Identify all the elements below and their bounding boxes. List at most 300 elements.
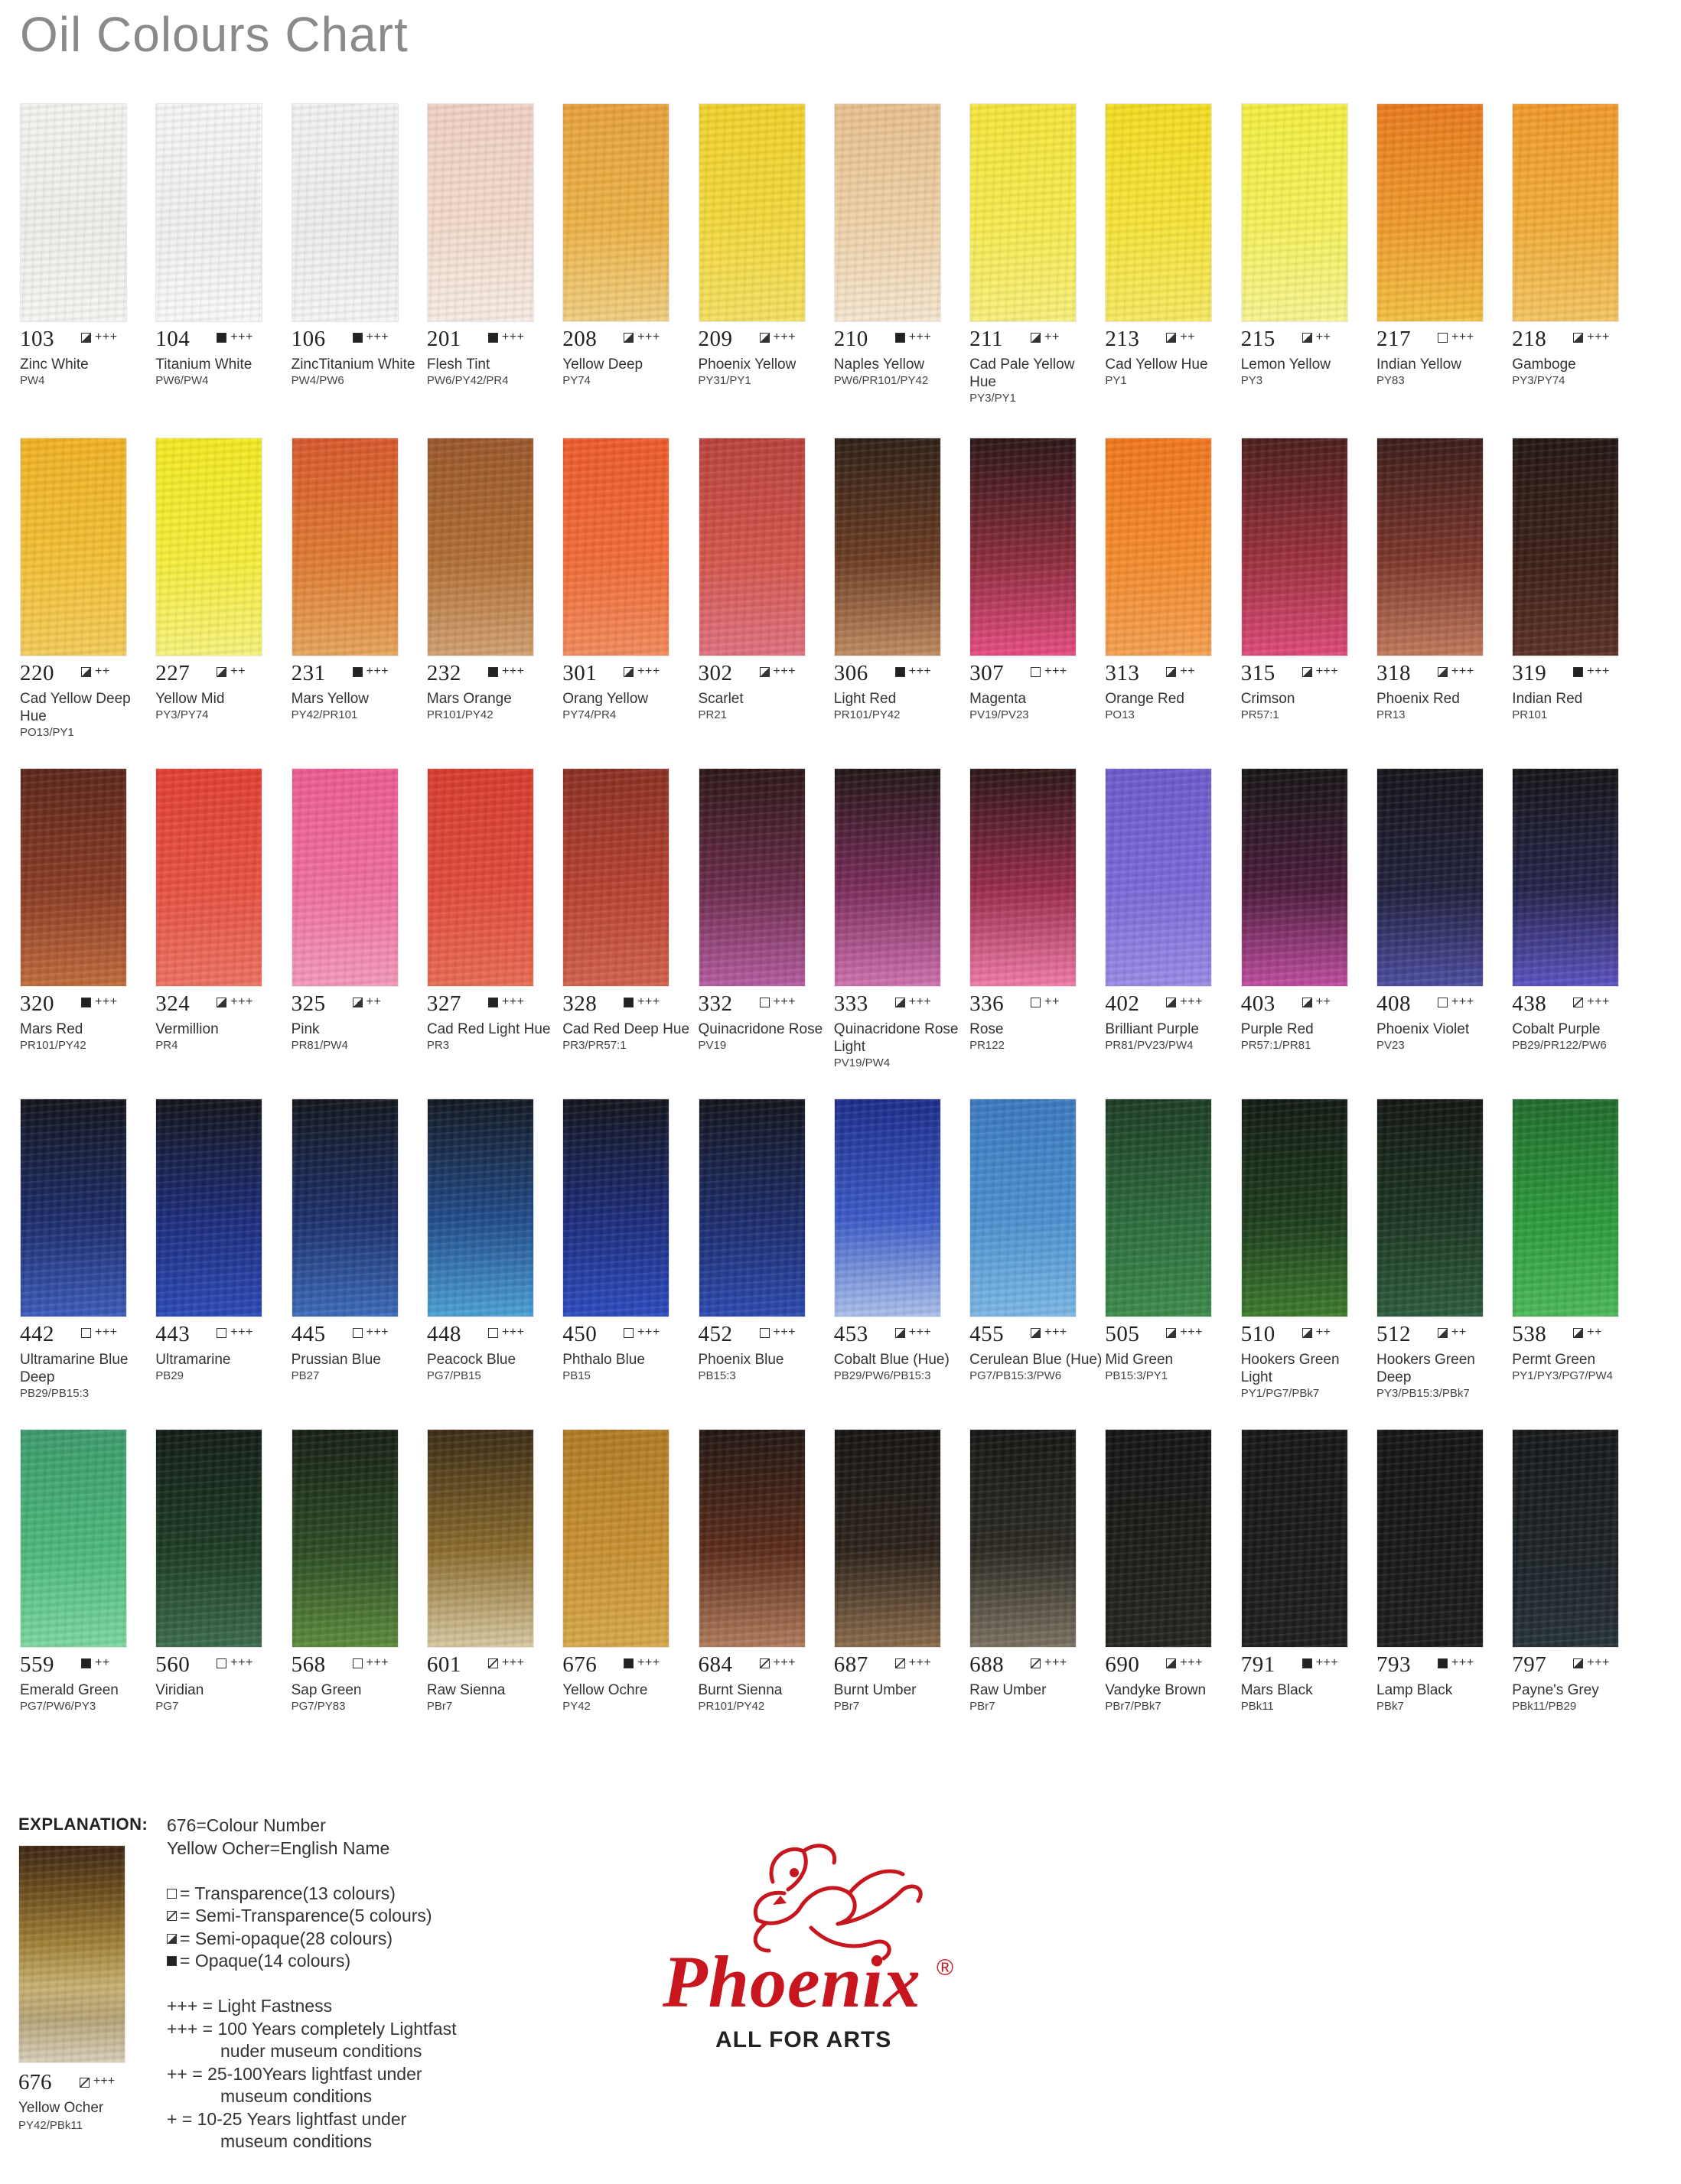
colour-label [1376, 356, 1510, 388]
colour-number: 104 [155, 327, 191, 351]
colour-name: Mars Orange [426, 691, 512, 707]
pigment-code: PY1 [1105, 374, 1127, 387]
colour-name: Gamboge [1512, 356, 1576, 373]
colour-swatch [155, 1429, 262, 1648]
legend-semi-transparent-label: = Semi-Transparence(5 colours) [180, 1906, 432, 1925]
colour-label [427, 356, 561, 388]
lightfastness-rating: +++ [366, 665, 389, 678]
transparent-icon [760, 1328, 770, 1338]
semi-transparent-icon [80, 2078, 90, 2088]
semi-opaque-icon [760, 333, 770, 343]
colour-label [969, 1681, 1103, 1714]
colour-label [155, 356, 289, 388]
colour-swatch [969, 438, 1077, 656]
colour-name: Yellow Ochre [562, 1682, 648, 1698]
colour-name: Orange Red [1105, 691, 1184, 707]
colour-swatch [562, 103, 669, 322]
colour-label [1241, 1681, 1375, 1714]
semi-opaque-icon [1166, 1658, 1176, 1668]
colour-swatch [699, 1099, 806, 1317]
pigment-code: PBk11/PB29 [1512, 1700, 1577, 1713]
page-title: Oil Colours Chart [20, 7, 409, 62]
semi-opaque-icon [760, 667, 770, 677]
lightfastness-rating: ++ [1180, 665, 1196, 678]
lightfastness-rating: +++ [95, 330, 118, 343]
example-colour-number: 676 [18, 2070, 52, 2094]
lightfastness-rating: ++ [95, 1656, 110, 1669]
colour-label [834, 1681, 968, 1714]
transparent-icon [1031, 998, 1041, 1007]
explanation-legend [167, 1815, 595, 2153]
colour-number: 332 [698, 991, 733, 1016]
pigment-code: PR101 [1512, 708, 1548, 721]
legend-fastness-1: + = 10-25 Years lightfast under [167, 2108, 407, 2129]
example-fastness: +++ [93, 2075, 116, 2088]
semi-opaque-icon [1573, 1658, 1583, 1668]
colour-label [292, 1681, 425, 1714]
colour-name: Cad Red Light Hue [426, 1021, 551, 1037]
pigment-code: PY3/PB15:3/PBk7 [1376, 1387, 1470, 1400]
opaque-icon [353, 333, 363, 343]
colour-name: Magenta [969, 691, 1027, 707]
lightfastness-rating: ++ [1587, 1326, 1602, 1339]
colour-label [427, 1020, 561, 1053]
colour-name: Scarlet [698, 691, 744, 707]
colour-number: 505 [1105, 1322, 1140, 1346]
colour-swatch [834, 768, 941, 987]
colour-name: Cobalt Blue (Hue) [833, 1352, 950, 1368]
transparent-icon [217, 1658, 226, 1668]
colour-name: Phthalo Blue [562, 1352, 645, 1368]
semi-opaque-icon [1166, 333, 1176, 343]
colour-label [562, 356, 696, 388]
semi-opaque-icon [1302, 333, 1312, 343]
pigment-code: PR122 [969, 1039, 1005, 1052]
colour-number: 512 [1376, 1322, 1411, 1346]
colour-name: Vermillion [155, 1021, 219, 1037]
colour-swatch [427, 438, 534, 656]
colour-label [1512, 1020, 1646, 1053]
colour-swatch [1512, 103, 1619, 322]
opaque-icon [624, 998, 634, 1007]
colour-number: 450 [562, 1322, 598, 1346]
colour-swatch [1241, 103, 1348, 322]
transparent-icon [81, 1328, 91, 1338]
semi-opaque-icon [81, 333, 91, 343]
semi-opaque-icon [1031, 1328, 1041, 1338]
lightfastness-rating: ++ [1044, 330, 1060, 343]
semi-opaque-icon [1166, 998, 1176, 1007]
colour-swatch [20, 438, 127, 656]
legend-semi-opaque-label: = Semi-opaque(28 colours) [180, 1928, 393, 1948]
lightfastness-rating: +++ [1044, 665, 1067, 678]
colour-name: Quinacridone Rose [698, 1021, 823, 1037]
colour-name: Raw Sienna [426, 1682, 506, 1698]
colour-number: 327 [426, 991, 461, 1016]
colour-swatch [1512, 1099, 1619, 1317]
transparent-icon [624, 1328, 634, 1338]
opaque-icon [488, 998, 498, 1007]
semi-opaque-icon [1302, 1328, 1312, 1338]
colour-swatch [1241, 1429, 1348, 1648]
pigment-code: PW4/PW6 [291, 374, 344, 387]
colour-label [699, 690, 832, 722]
pigment-code: PR101/PY42 [698, 1700, 765, 1713]
pigment-code: PG7/PB15 [426, 1369, 481, 1382]
colour-swatch [1512, 768, 1619, 987]
colour-number: 232 [426, 661, 461, 685]
colour-swatch [562, 1099, 669, 1317]
colour-label [20, 690, 154, 740]
opaque-icon [1573, 667, 1583, 677]
lightfastness-rating: +++ [366, 1656, 389, 1669]
colour-label [292, 1020, 425, 1053]
colour-label [699, 1351, 832, 1383]
colour-swatch [1105, 768, 1212, 987]
colour-name: ZincTitanium White [291, 356, 415, 373]
colour-label [1105, 356, 1239, 388]
lightfastness-rating: +++ [773, 1326, 797, 1339]
lightfastness-rating: ++ [1451, 1326, 1467, 1339]
lightfastness-rating: +++ [95, 995, 118, 1008]
transparent-icon [353, 1658, 363, 1668]
colour-swatch [562, 1429, 669, 1648]
colour-swatch [155, 103, 262, 322]
colour-name: Viridian [155, 1682, 204, 1698]
colour-number: 218 [1512, 327, 1547, 351]
colour-label [155, 1020, 289, 1053]
pigment-code: PW6/PY42/PR4 [426, 374, 509, 387]
lightfastness-rating: +++ [230, 1656, 253, 1669]
lightfastness-rating: ++ [366, 995, 382, 1008]
colour-number: 402 [1105, 991, 1140, 1016]
transparent-icon [488, 1328, 498, 1338]
colour-name: Lemon Yellow [1240, 356, 1331, 373]
colour-name: Ultramarine Blue Deep [20, 1352, 129, 1385]
colour-name: Mid Green [1105, 1352, 1174, 1368]
semi-opaque-icon [1573, 333, 1583, 343]
lightfastness-rating: ++ [1180, 330, 1196, 343]
transparent-icon [353, 1328, 363, 1338]
colour-name: Orang Yellow [562, 691, 649, 707]
lightfastness-rating: +++ [501, 1656, 525, 1669]
colour-number: 306 [833, 661, 868, 685]
pigment-code: PR21 [698, 708, 728, 721]
colour-number: 211 [969, 327, 1004, 351]
lightfastness-rating: +++ [773, 1656, 797, 1669]
lightfastness-rating: +++ [1180, 1656, 1203, 1669]
lightfastness-rating: ++ [1315, 995, 1331, 1008]
pigment-code: PY83 [1376, 374, 1405, 387]
semi-opaque-icon [81, 667, 91, 677]
semi-transparent-icon [1031, 1658, 1041, 1668]
colour-name: Purple Red [1240, 1021, 1314, 1037]
lightfastness-rating: ++ [1315, 330, 1331, 343]
colour-number: 455 [969, 1322, 1005, 1346]
colour-number: 408 [1376, 991, 1411, 1016]
colour-swatch [1105, 1429, 1212, 1648]
colour-number: 315 [1240, 661, 1275, 685]
colour-number: 687 [833, 1652, 868, 1677]
colour-name: Titanium White [155, 356, 252, 373]
pigment-code: PV19 [698, 1039, 727, 1052]
lightfastness-rating: +++ [637, 1326, 660, 1339]
colour-swatch [699, 1429, 806, 1648]
colour-label [20, 356, 154, 388]
transparent-icon [217, 1328, 226, 1338]
colour-label [292, 356, 425, 388]
example-pigment-code: PY42/PBk11 [18, 2119, 83, 2132]
colour-name: Cad Red Deep Hue [562, 1021, 690, 1037]
colour-swatch [1376, 438, 1484, 656]
example-colour-name: Yellow Ocher [18, 2100, 104, 2116]
colour-number: 320 [20, 991, 54, 1016]
lightfastness-rating: +++ [908, 995, 932, 1008]
colour-swatch [292, 103, 399, 322]
colour-name: Yellow Deep [562, 356, 643, 373]
colour-number: 559 [20, 1652, 54, 1677]
brand-tagline: ALL FOR ARTS [715, 2027, 892, 2052]
colour-number: 325 [291, 991, 326, 1016]
legend-opaque [167, 1950, 595, 1973]
colour-label [699, 1681, 832, 1714]
colour-name: Pink [291, 1021, 320, 1037]
lightfastness-rating: +++ [908, 330, 932, 343]
lightfastness-rating: +++ [1451, 1656, 1474, 1669]
legend-fastness-3-cont: nuder museum conditions [220, 2041, 422, 2061]
pigment-code: PV23 [1376, 1039, 1405, 1052]
semi-opaque-icon [1166, 667, 1176, 677]
pigment-code: PY1/PY3/PG7/PW4 [1512, 1369, 1614, 1382]
colour-label [1241, 1351, 1375, 1401]
lightfastness-rating: +++ [908, 1656, 932, 1669]
opaque-icon [895, 333, 905, 343]
pigment-code: PR101/PY42 [426, 708, 494, 721]
pigment-code: PR13 [1376, 708, 1406, 721]
colour-swatch [155, 1099, 262, 1317]
colour-label [834, 690, 968, 722]
colour-number: 106 [291, 327, 326, 351]
semi-transparent-icon [488, 1658, 498, 1668]
pigment-code: PR3 [426, 1039, 450, 1052]
colour-label [292, 690, 425, 722]
colour-number: 676 [562, 1652, 598, 1677]
colour-swatch [1105, 103, 1212, 322]
lightfastness-rating: +++ [1180, 1326, 1203, 1339]
pigment-code: PV19/PV23 [969, 708, 1029, 721]
legend-fastness-3: +++ = 100 Years completely Lightfast [167, 2018, 457, 2039]
opaque-icon [1438, 1658, 1448, 1668]
pigment-code: PY3/PY74 [155, 708, 209, 721]
colour-swatch [1376, 103, 1484, 322]
colour-label [1512, 1681, 1646, 1714]
transparent-icon [760, 998, 770, 1007]
colour-label [20, 1020, 154, 1053]
colour-name: Indian Yellow [1376, 356, 1461, 373]
colour-swatch [155, 768, 262, 987]
colour-name: Rose [969, 1021, 1004, 1037]
colour-name: Payne's Grey [1512, 1682, 1599, 1698]
pigment-code: PB29 [155, 1369, 184, 1382]
colour-label [969, 1351, 1103, 1383]
colour-label [1241, 356, 1375, 388]
semi-opaque-icon [1573, 1328, 1583, 1338]
colour-swatch [1512, 1429, 1619, 1648]
colour-label [155, 1681, 289, 1714]
transparent-icon [1438, 998, 1448, 1007]
colour-number: 793 [1376, 1652, 1411, 1677]
colour-label [562, 1681, 696, 1714]
colour-label [834, 1020, 968, 1070]
colour-swatch [427, 1099, 534, 1317]
colour-label [562, 1351, 696, 1383]
colour-name: Hookers Green Light [1240, 1352, 1340, 1385]
legend-colour-number: 676=Colour Number [167, 1815, 326, 1835]
colour-label [1241, 690, 1375, 722]
lightfastness-rating: +++ [1587, 330, 1610, 343]
opaque-icon [1302, 1658, 1312, 1668]
semi-opaque-icon [895, 1328, 905, 1338]
colour-name: Mars Yellow [291, 691, 369, 707]
colour-number: 333 [833, 991, 868, 1016]
pigment-code: PB29/PW6/PB15:3 [833, 1369, 931, 1382]
lightfastness-rating: +++ [1451, 330, 1474, 343]
lightfastness-rating: +++ [637, 665, 660, 678]
semi-transparent-icon [167, 1911, 177, 1921]
colour-label [155, 690, 289, 722]
colour-label [427, 1351, 561, 1383]
pigment-code: PO13/PY1 [20, 726, 74, 739]
colour-label [1105, 1681, 1239, 1714]
colour-name: Cad Yellow Hue [1105, 356, 1208, 373]
semi-opaque-icon [1166, 1328, 1176, 1338]
colour-label [1376, 1020, 1510, 1053]
colour-name: Sap Green [291, 1682, 362, 1698]
colour-swatch [834, 1429, 941, 1648]
colour-number: 217 [1376, 327, 1411, 351]
semi-transparent-icon [760, 1658, 770, 1668]
pigment-code: PG7/PW6/PY3 [20, 1700, 96, 1713]
colour-swatch [20, 1429, 127, 1648]
pigment-code: PBk11 [1240, 1700, 1274, 1713]
colour-number: 336 [969, 991, 1005, 1016]
colour-number: 201 [426, 327, 461, 351]
colour-number: 442 [20, 1322, 54, 1346]
colour-swatch [292, 1099, 399, 1317]
lightfastness-rating: +++ [637, 995, 660, 1008]
colour-label [1376, 1681, 1510, 1714]
transparent-icon [167, 1889, 177, 1899]
lightfastness-rating: +++ [501, 1326, 525, 1339]
lightfastness-rating: +++ [230, 995, 253, 1008]
colour-name: Cerulean Blue (Hue) [969, 1352, 1103, 1368]
colour-number: 452 [698, 1322, 733, 1346]
colour-number: 443 [155, 1322, 191, 1346]
pigment-code: PY74/PR4 [562, 708, 617, 721]
semi-opaque-icon [167, 1934, 177, 1944]
colour-swatch [699, 438, 806, 656]
colour-name: Permt Green [1512, 1352, 1596, 1368]
colour-number: 215 [1240, 327, 1275, 351]
pigment-code: PR3/PR57:1 [562, 1039, 627, 1052]
colour-number: 797 [1512, 1652, 1547, 1677]
colour-number: 301 [562, 661, 598, 685]
lightfastness-rating: +++ [1044, 1656, 1067, 1669]
colour-label [699, 1020, 832, 1053]
semi-opaque-icon [217, 998, 226, 1007]
colour-name: Burnt Sienna [698, 1682, 783, 1698]
colour-label [20, 1681, 154, 1714]
semi-opaque-icon [895, 998, 905, 1007]
colour-number: 209 [698, 327, 733, 351]
pigment-code: PBr7/PBk7 [1105, 1700, 1161, 1713]
colour-swatch [969, 768, 1077, 987]
legend-opaque-label: = Opaque(14 colours) [180, 1951, 351, 1971]
opaque-icon [353, 667, 363, 677]
explanation-heading: EXPLANATION: [18, 1815, 148, 1834]
lightfastness-rating: +++ [1315, 665, 1339, 678]
colour-label [834, 1351, 968, 1383]
colour-name: Raw Umber [969, 1682, 1047, 1698]
lightfastness-rating: +++ [773, 995, 797, 1008]
pigment-code: PB29/PB15:3 [20, 1387, 90, 1400]
semi-opaque-icon [624, 333, 634, 343]
pigment-code: PR4 [155, 1039, 178, 1052]
pigment-code: PBr7 [969, 1700, 995, 1713]
lightfastness-rating: +++ [773, 330, 797, 343]
colour-swatch [969, 1429, 1077, 1648]
legend-fastness-2: ++ = 25-100Years lightfast under [167, 2063, 422, 2084]
opaque-icon [895, 667, 905, 677]
semi-opaque-icon [1438, 1328, 1448, 1338]
lightfastness-rating: +++ [230, 330, 253, 343]
pigment-code: PB27 [291, 1369, 320, 1382]
colour-number: 453 [833, 1322, 868, 1346]
colour-label [1241, 1020, 1375, 1053]
colour-label [1376, 690, 1510, 722]
colour-swatch [699, 768, 806, 987]
pigment-code: PR101/PY42 [833, 708, 901, 721]
colour-name: Phoenix Violet [1376, 1021, 1470, 1037]
colour-swatch [834, 438, 941, 656]
brand-logo-text: Phoenix [663, 1941, 921, 2023]
pigment-code: PW6/PR101/PY42 [833, 374, 929, 387]
colour-name: Ultramarine [155, 1352, 231, 1368]
colour-label [1105, 1020, 1239, 1053]
colour-name: Brilliant Purple [1105, 1021, 1199, 1037]
opaque-icon [217, 333, 226, 343]
colour-swatch [1241, 768, 1348, 987]
colour-name: Naples Yellow [833, 356, 925, 373]
opaque-icon [624, 1658, 634, 1668]
colour-swatch [699, 103, 806, 322]
registered-mark: ® [937, 1955, 954, 1981]
colour-number: 690 [1105, 1652, 1140, 1677]
legend-semi-opaque [167, 1928, 595, 1951]
semi-transparent-icon [895, 1658, 905, 1668]
colour-number: 448 [426, 1322, 461, 1346]
legend-fastness-2-cont: museum conditions [220, 2086, 373, 2106]
colour-swatch [155, 438, 262, 656]
lightfastness-rating: +++ [95, 1326, 118, 1339]
colour-number: 227 [155, 661, 191, 685]
lightfastness-rating: +++ [230, 1326, 253, 1339]
colour-number: 213 [1105, 327, 1140, 351]
colour-label [699, 356, 832, 388]
pigment-code: PY3 [1240, 374, 1263, 387]
pigment-code: PY42 [562, 1700, 591, 1713]
colour-label [1376, 1351, 1510, 1401]
